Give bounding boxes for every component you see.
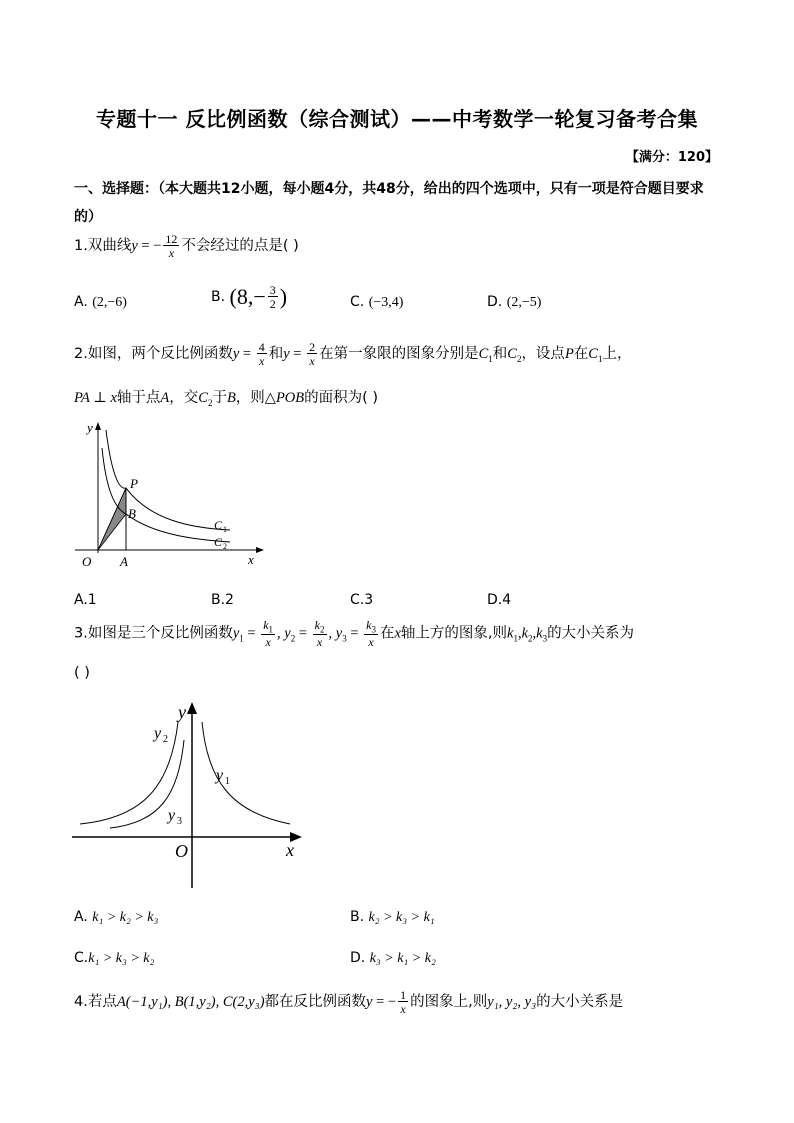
q1-den: x <box>168 246 175 260</box>
q2-c2-sub: 2 <box>516 353 522 364</box>
q2-line2-b: 轴于点 <box>116 390 161 406</box>
q2-label-c2-sub: 2 <box>223 542 227 551</box>
q2-figure <box>70 418 270 578</box>
q3-option-d-value: k₃ > k₁ > k₂ <box>369 951 436 966</box>
q3-label-o: O <box>175 841 188 861</box>
q2-line2-c: ，交 <box>169 390 199 406</box>
q2-prefix: 2.如图，两个反比例函数 <box>74 346 233 362</box>
q3-option-b-value: k₂ > k₃ > k₁ <box>368 910 435 925</box>
question-3-line-2: ( ) <box>74 665 90 681</box>
q1-option-b-label: B. <box>211 289 230 305</box>
q2-c1b: C <box>588 346 598 362</box>
q2-line2-C2: C <box>198 390 208 406</box>
q1-option-b-fraction <box>268 284 278 310</box>
q2-label-c1-sub: 1 <box>223 525 227 534</box>
q3-label-y1-sub: 1 <box>225 776 230 787</box>
q3-f2-fraction <box>313 619 327 648</box>
q2-label-a: A <box>120 554 128 569</box>
q1-option-c[interactable] <box>350 294 403 311</box>
q2-and: 和 <box>268 346 284 362</box>
q2-f1-lhs: y <box>232 346 240 362</box>
q2-line2-C2-sub: 2 <box>207 397 213 408</box>
q2-line2-A: A <box>160 390 170 406</box>
q3-option-b[interactable] <box>350 909 435 926</box>
q3-f1-fraction <box>261 619 275 648</box>
q2-and2: 和 <box>492 346 508 362</box>
q1-option-d[interactable] <box>487 294 541 311</box>
q2-label-p: P <box>130 476 138 491</box>
q3-label-x: x <box>286 840 294 860</box>
q3-mid: 在 <box>379 625 395 642</box>
q4-den: x <box>400 1002 406 1016</box>
q2-f2-lhs: y <box>283 346 290 362</box>
q3-k2: k <box>314 618 320 632</box>
q3-y2: y <box>284 625 291 642</box>
q3-label-y1: y <box>216 767 224 784</box>
q3-ks-1-sub: 1 <box>513 633 518 644</box>
q2-option-a[interactable]: A.1 <box>74 592 97 608</box>
q1-option-a[interactable] <box>74 294 127 311</box>
q3-option-b-label: B. <box>350 909 369 925</box>
q4-suffix: 的大小关系是 <box>536 994 624 1010</box>
q2-c1: C <box>478 346 489 362</box>
q3-y3-sub: 3 <box>342 633 347 644</box>
q2-label-o: O <box>82 554 92 569</box>
q4-ys: y₁, y₂, y₃ <box>487 994 537 1010</box>
q2-end1: 上， <box>602 346 632 362</box>
q1-lhs: y <box>131 238 138 254</box>
q2-mid2: ，设点 <box>521 346 565 362</box>
q2-y-arrow-icon <box>95 422 101 430</box>
q1-eq: = − <box>137 238 162 254</box>
q1-prefix: 1.双曲线 <box>74 238 132 254</box>
q4-lhs: y <box>366 994 373 1010</box>
q3-f3-fraction <box>364 619 378 648</box>
q3-k3-sub: 3 <box>371 624 376 635</box>
q1-option-a-value: (2,−6) <box>92 295 127 310</box>
q2-f2-den: x <box>309 354 315 368</box>
q3-option-a-value: k₁ > k₂ > k₃ <box>92 910 159 925</box>
q4-eq: = − <box>372 994 397 1010</box>
q4-num: 1 <box>400 988 407 1002</box>
q3-option-c-label: C. <box>74 950 89 966</box>
question-1 <box>74 233 299 259</box>
q3-den-2: x <box>316 635 323 650</box>
q1-fraction <box>163 233 179 259</box>
q3-x-axis-word: x <box>394 625 401 642</box>
question-2-line-1: 2.如图，两个反比例函数y = $\frac{4}{x}$ 和y = $\frac{2}{x}$ 在第一象限的图象分别是$C_1$和$C_2$，设点P在$C_1$上， <box>74 340 632 368</box>
q3-figure <box>70 700 310 890</box>
q3-option-d-label: D. <box>350 950 370 966</box>
q3-label-y3-sub: 3 <box>177 816 182 827</box>
q3-option-a[interactable] <box>74 909 158 926</box>
q3-k3: k <box>366 618 372 632</box>
q2-line2-POB: POB <box>275 390 305 406</box>
q3-ks-3: k <box>536 625 543 642</box>
question-4 <box>74 989 623 1015</box>
q1-option-a-label: A. <box>74 294 93 310</box>
q3-prefix: 3.如图是三个反比例函数 <box>74 625 233 642</box>
q1-option-b-num: 3 <box>269 283 276 297</box>
q3-y2-sub: 2 <box>290 633 296 644</box>
q3-den-3: x <box>368 635 374 650</box>
full-score: 【满分：120】 <box>625 150 718 165</box>
q1-option-c-value: (−3,4) <box>368 295 404 310</box>
q3-label-y: y <box>178 702 186 722</box>
q1-option-d-label: D. <box>487 294 507 310</box>
q4-mid2: 的图象上,则 <box>410 994 488 1010</box>
question-2-line-2 <box>74 386 378 408</box>
q3-option-c-value: k₁ > k₃ > k₂ <box>88 951 155 966</box>
q3-option-d[interactable] <box>350 950 436 967</box>
q2-label-c2: C <box>214 535 223 549</box>
q2-f1-fraction <box>257 341 267 367</box>
page-title: 专题十一 反比例函数（综合测试）——中考数学一轮复习备考合集 <box>96 107 698 131</box>
q3-k1-sub: 1 <box>268 624 274 635</box>
q3-k1: k <box>263 618 269 632</box>
q2-option-d[interactable]: D.4 <box>487 592 512 608</box>
q4-mid: 都在反比例函数 <box>264 994 367 1010</box>
q1-option-b-den: 2 <box>269 297 276 311</box>
q2-line2-d: 于 <box>212 390 227 406</box>
q2-option-b[interactable]: B.2 <box>211 592 234 608</box>
q3-ks-1: k <box>507 625 514 642</box>
q2-label-c1: C <box>214 518 223 532</box>
q3-mid2: 轴上方的图象,则 <box>400 625 507 642</box>
q3-y1: y <box>232 625 240 642</box>
q2-line2-a: PA ⊥ x <box>74 390 117 406</box>
q2-mid: 在第一象限的图象分别是 <box>319 346 479 362</box>
q2-curve-c2 <box>102 448 230 542</box>
question-3-line-1: 3.如图是三个反比例函数$y_1$ = $\frac{k_1}{x}$ , $y_2$ = $\frac{k_2}{x}$ , $y_3$ = $\frac{k_3}{x}$ 在x轴上方的图象,则$k_1,k_2,k_3$的大小关系为 <box>74 618 635 650</box>
q2-c2: C <box>507 346 517 362</box>
q3-den-1: x <box>265 635 271 650</box>
q1-option-b-pre: (8,− <box>229 284 266 309</box>
q2-p: P <box>564 346 574 362</box>
q3-y1-sub: 1 <box>239 633 244 644</box>
q2-x-arrow-icon <box>256 547 264 553</box>
q2-c1b-sub: 1 <box>597 353 603 364</box>
q2-f2-fraction <box>307 341 317 367</box>
q1-option-d-value: (2,−5) <box>506 295 542 310</box>
q1-option-b-post: ) <box>279 284 288 309</box>
q2-f1-num: 4 <box>258 340 265 354</box>
q2-f2-num: 2 <box>309 340 316 354</box>
q2-label-x: x <box>248 552 254 567</box>
section-heading: 一、选择题：（本大题共12小题，每小题4分，共48分，给出的四个选项中，只有一项是符合题目要求的） <box>74 181 704 225</box>
q2-line2-B: B <box>226 390 236 406</box>
q2-c1-sub: 1 <box>488 353 493 364</box>
q3-ks-3-sub: 3 <box>542 633 548 644</box>
q3-y-arrow-icon <box>187 702 197 714</box>
q3-option-c[interactable] <box>74 950 154 967</box>
q3-ks-2-sub: 2 <box>528 633 533 644</box>
q2-line2-e: ，则△ <box>235 390 276 406</box>
q1-option-b[interactable] <box>211 284 287 310</box>
q3-label-y3: y <box>168 807 176 824</box>
q1-option-c-label: C. <box>350 294 369 310</box>
q4-prefix: 4.若点 <box>74 994 117 1010</box>
q3-label-y2: y <box>154 725 162 742</box>
q2-on: 在 <box>573 346 589 362</box>
q1-num: 12 <box>165 232 178 246</box>
q2-line2-f: 的面积为( ) <box>304 390 379 406</box>
q2-label-y: y <box>87 420 93 435</box>
q4-points: A(−1,y₁), B(1,y₂), C(2,y₃) <box>116 994 265 1010</box>
q3-option-a-label: A. <box>74 909 93 925</box>
q3-y3: y <box>335 625 343 642</box>
q2-label-b: B <box>128 506 136 521</box>
q4-fraction <box>398 989 408 1015</box>
q2-f1-den: x <box>259 354 265 368</box>
q3-label-y2-sub: 2 <box>163 734 168 745</box>
q3-suffix: 的大小关系为 <box>547 625 635 642</box>
q1-suffix: 不会经过的点是( ) <box>181 238 299 254</box>
q3-ks-2: k <box>521 625 528 642</box>
q3-k2-sub: 2 <box>320 624 325 635</box>
q2-option-c[interactable]: C.3 <box>350 592 374 608</box>
